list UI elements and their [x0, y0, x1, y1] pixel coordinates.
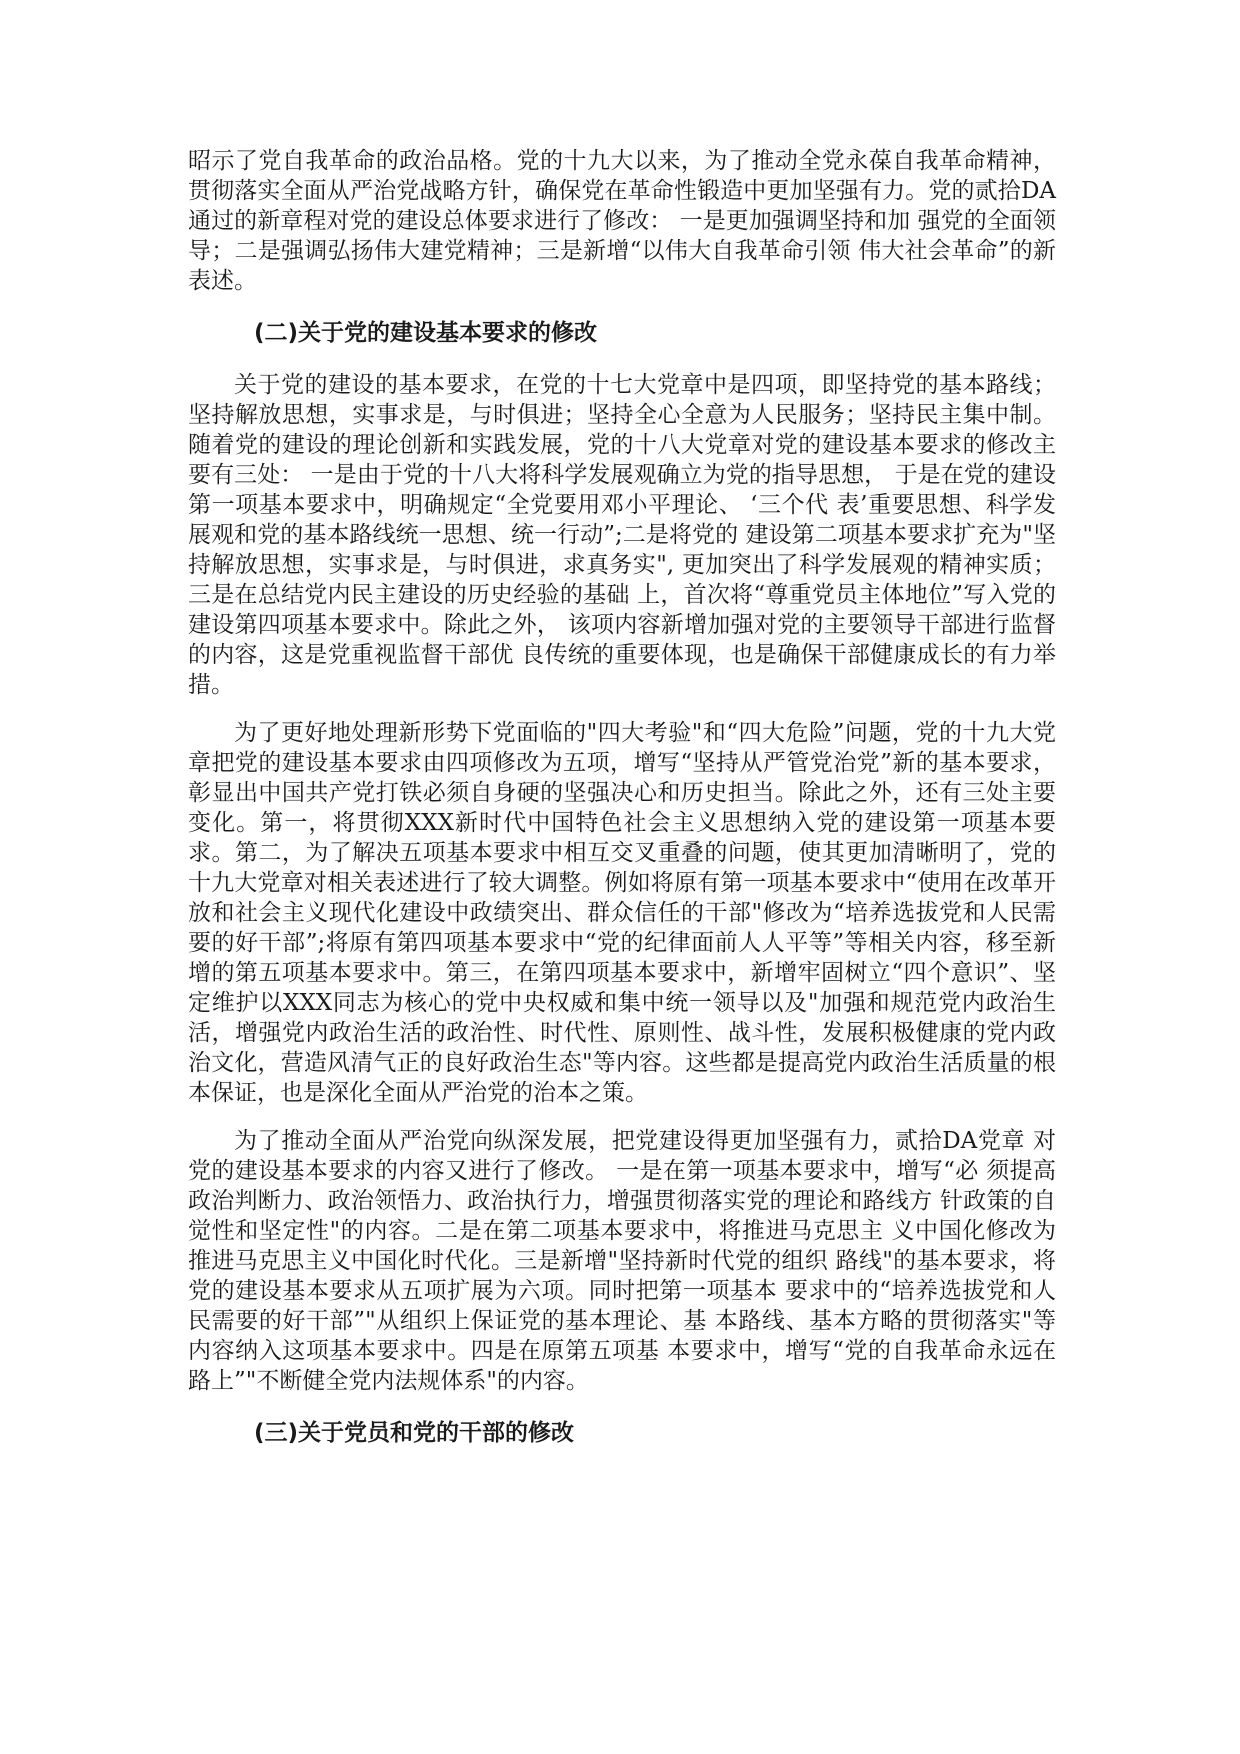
section-heading-3: (三)关于党员和党的干部的修改 — [254, 1420, 575, 1446]
section-heading-2: (二)关于党的建设基本要求的修改 — [254, 320, 598, 346]
paragraph-basic-requirements-17th: 关于党的建设的基本要求，在党的十七大党章中是四项，即坚持党的基本路线；坚持解放思想，实事求是，与时俱进；坚持全心全意为人民服务；坚持民主集中制。随着党的建设的理论创新和实践发展，党的十八大党章对党的建设基本要求的修改主要有三处： 一是由于党的十八大将科学发展观确立为党的指导思想， 于是在党的建设第一项基本要求中，明确规定“全党要用邓小平理论、 ‘三个代 表’重要思想、科学发展观和党的基本路线统一思想、统一行动”;二是将党的 建设第二项基本要求扩充为"坚持解放思想，实事求是，与时俱进，求真务实", 更加突出了科学发展观的精神实质；三是在总结党内民主建设的历史经验的基础 上，首次将“尊重党员主体地位”写入党的建设第四项基本要求中。除此之外， 该项内容新增加强对党的主要领导干部进行监督的内容，这是党重视监督干部优 良传统的重要体现，也是确保干部健康成长的有力举措。 — [188, 372, 1056, 698]
document-page — [188, 146, 1056, 1448]
paragraph-basic-requirements-19th: 为了更好地处理新形势下党面临的"四大考验"和“四大危险”问题，党的十九大党章把党的建设基本要求由四项修改为五项，增写“坚持从严管党治党”新的基本要求，彰显出中国共产党打铁必须自身硬的坚强决心和历史担当。除此之外，还有三处主要变化。第一，将贯彻XXX新时代中国特色社会主义思想纳入党的建设第一项基本要求。第二，为了解决五项基本要求中相互交叉重叠的问题，使其更加清晰明了，党的十九大党章对相关表述进行了较大调整。例如将原有第一项基本要求中“使用在改革开放和社会主义现代化建设中政绩突出、群众信任的干部"修改为“培养选拔党和人民需要的好干部”;将原有第四项基本要求中“党的纪律面前人人平等”等相关内容，移至新增的第五项基本要求中。第三，在第四项基本要求中，新增牢固树立“四个意识”、坚定维护以XXX同志为核心的党中央权威和集中统一领导以及"加强和规范党内政治生活，增强党内政治生活的政治性、时代性、原则性、战斗性，发展积极健康的党内政治文化，营造风清气正的良好政治生态"等内容。这些都是提高党内政治生活质量的根本保证，也是深化全面从严治党的治本之策。 — [188, 720, 1056, 1106]
paragraph-basic-requirements-20th: 为了推动全面从严治党向纵深发展，把党建设得更加坚强有力，贰拾DA党章 对党的建设基本要求的内容又进行了修改。 一是在第一项基本要求中，增写“必 须提高政治判断力、政治领悟力、政治执行力，增强贯彻落实党的理论和路线方 针政策的自觉性和坚定性"的内容。二是在第二项基本要求中，将推进马克思主 义中国化修改为推进马克思主义中国化时代化。三是新增"坚持新时代党的组织 路线"的基本要求，将党的建设基本要求从五项扩展为六项。同时把第一项基本 要求中的“培养选拔党和人民需要的好干部”"从组织上保证党的基本理论、基 本路线、基本方略的贯彻落实"等内容纳入这项基本要求中。四是在原第五项基 本要求中，增写“党的自我革命永远在路上”"不断健全党内法规体系"的内容。 — [188, 1128, 1056, 1394]
paragraph-intro-continued: 昭示了党自我革命的政治品格。党的十九大以来，为了推动全党永葆自我革命精神，贯彻落实全面从严治党战略方针，确保党在革命性锻造中更加坚强有力。党的贰拾DA通过的新章程对党的建设总体要求进行了修改： 一是更加强调坚持和加 强党的全面领导；二是强调弘扬伟大建党精神；三是新增“以伟大自我革命引领 伟大社会革命”的新表述。 — [188, 148, 1056, 294]
